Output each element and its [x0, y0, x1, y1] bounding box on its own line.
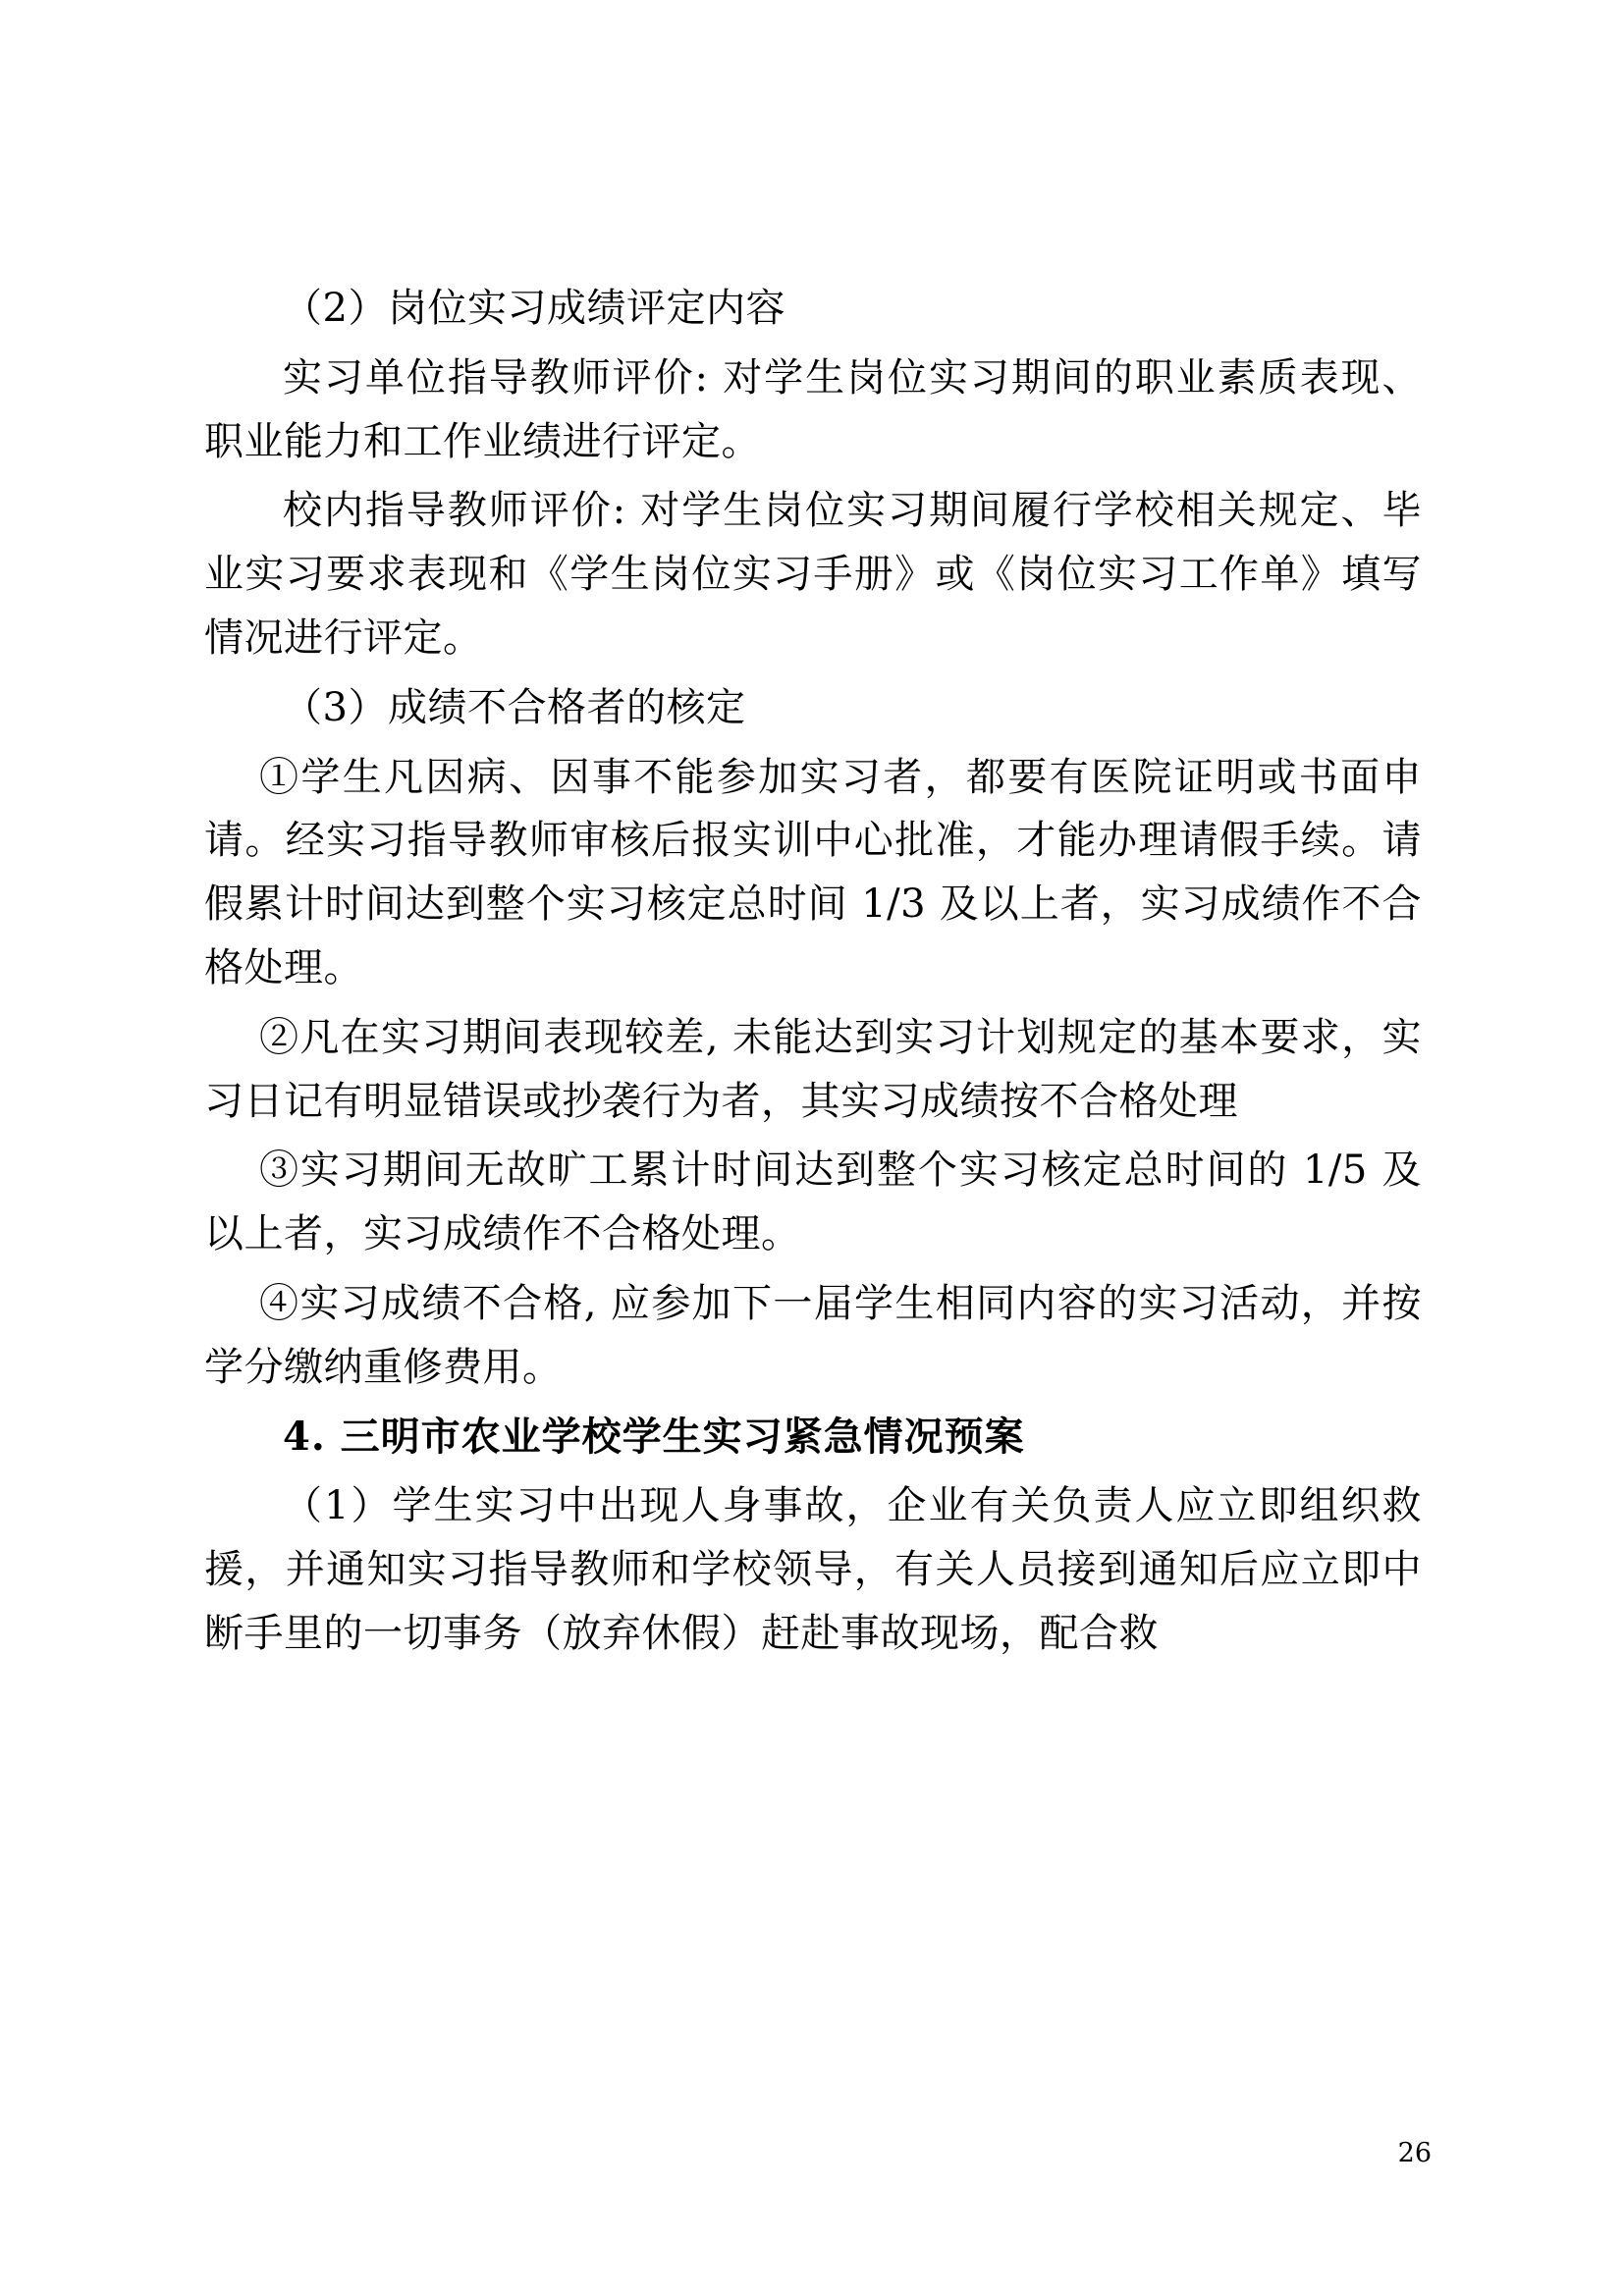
paragraph-item-4: ④实习成绩不合格, 应参加下一届学生相同内容的实习活动，并按学分缴纳重修费用。 — [204, 1280, 1422, 1390]
paragraph-item-2: ②凡在实习期间表现较差, 未能达到实习计划规定的基本要求，实习日记有明显错误或抄袭行为者，其实习成绩按不合格处理 — [204, 1014, 1422, 1124]
paragraph-unit-teacher-evaluation: 实习单位指导教师评价: 对学生岗位实习期间的职业素质表现、职业能力和工作业绩进行评定。 — [204, 354, 1422, 464]
paragraph-item-3: ③实习期间无故旷工累计时间达到整个实习核定总时间的 1/5 及以上者，实习成绩作不合格处理。 — [204, 1148, 1422, 1257]
page-number: 26 — [1397, 2138, 1432, 2168]
paragraph-school-teacher-evaluation: 校内指导教师评价: 对学生岗位实习期间履行学校相关规定、毕业实习要求表现和《学生岗位实习手册》或《岗位实习工作单》填写情况进行评定。 — [204, 488, 1422, 661]
section-heading-4: 4. 三明市农业学校学生实习紧急情况预案 — [283, 1413, 1025, 1460]
paragraph-item-1: ①学生凡因病、因事不能参加实习者，都要有医院证明或书面申请。经实习指导教师审核后报实训中心批准，才能办理请假手续。请假累计时间达到整个实习核定总时间 1/3 及以上者，实习成绩作不合格处理。 — [204, 754, 1422, 990]
document-body — [204, 277, 1422, 1672]
paragraph-subsection-3-title: （3）成绩不合格者的核定 — [283, 684, 746, 730]
paragraph-subsection-2-title: （2）岗位实习成绩评定内容 — [283, 286, 785, 331]
paragraph-emergency-plan-1: （1）学生实习中出现人身事故，企业有关负责人应立即组织救援，并通知实习指导教师和学校领导，有关人员接到通知后应立即中断手里的一切事务（放弃休假）赶赴事故现场，配合救 — [204, 1483, 1422, 1656]
